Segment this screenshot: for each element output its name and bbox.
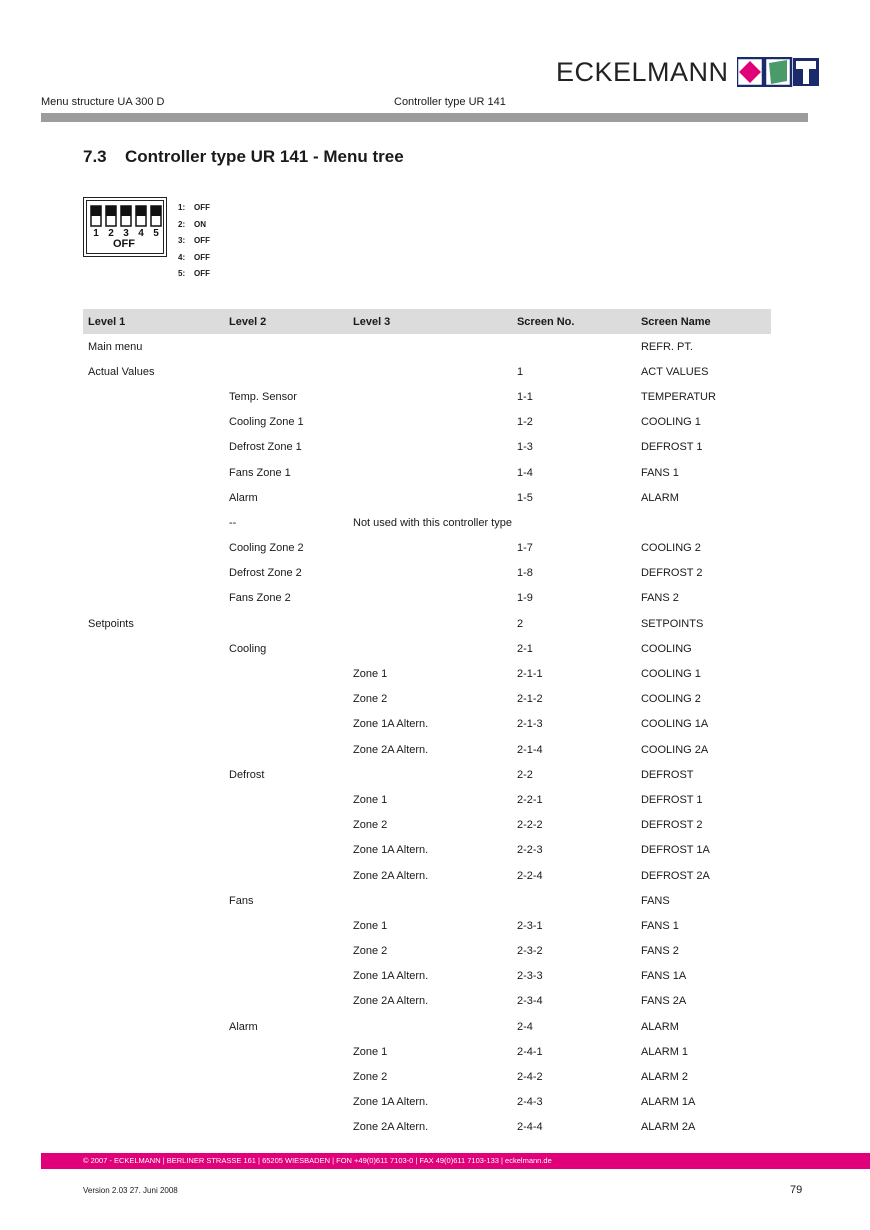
table-row <box>83 636 771 661</box>
cell-level-2 <box>224 838 348 863</box>
cell-level-2: Temp. Sensor <box>229 390 297 403</box>
cell-screen-no: 2-2-1 <box>516 793 543 806</box>
cell-screen-name: DEFROST 1A <box>640 844 710 857</box>
page-title <box>83 147 404 167</box>
cell-level-1 <box>83 636 224 661</box>
table-row <box>83 561 771 586</box>
cell-screen-name: DEFROST <box>640 768 694 781</box>
header-level-3: Level 3 <box>348 309 512 334</box>
table-row <box>83 863 771 888</box>
table-row <box>83 787 771 812</box>
cell-level-2 <box>224 863 348 888</box>
cell-level-3 <box>348 1014 512 1039</box>
document-title: Menu structure UA 300 D <box>41 96 165 108</box>
cell-level-3 <box>348 611 512 636</box>
table-row <box>83 1090 771 1115</box>
cell-screen-name: TEMPERATUR <box>640 390 716 403</box>
cell-screen-no: 1-4 <box>516 466 533 479</box>
cell-screen-no: 2-3-3 <box>516 970 543 983</box>
cell-screen-name: COOLING 1 <box>640 668 701 681</box>
cell-level-2 <box>224 359 348 384</box>
cell-level-1 <box>83 787 224 812</box>
cell-screen-no: 1 <box>516 365 524 378</box>
cell-level-1 <box>83 1115 224 1140</box>
table-row <box>83 737 771 762</box>
table-row <box>83 762 771 787</box>
cell-level-3 <box>348 536 512 561</box>
table-row <box>83 460 771 485</box>
cell-level-2: Cooling <box>229 642 267 655</box>
cell-level-3: Zone 1A Altern. <box>353 1096 429 1109</box>
cell-level-3 <box>348 762 512 787</box>
cell-screen-no: 2 <box>516 617 524 630</box>
cell-level-2 <box>224 813 348 838</box>
table-row <box>83 485 771 510</box>
cell-level-3: Zone 2 <box>353 1071 388 1084</box>
cell-level-3 <box>348 384 512 409</box>
cell-level-2 <box>224 913 348 938</box>
cell-level-3: Zone 2A Altern. <box>353 995 429 1008</box>
cell-level-3 <box>348 435 512 460</box>
cell-screen-name: SETPOINTS <box>640 617 704 630</box>
dip-off-label: OFF <box>113 238 135 250</box>
cell-screen-name: FANS 1A <box>640 970 687 983</box>
cell-level-1 <box>83 1039 224 1064</box>
cell-level-1 <box>83 384 224 409</box>
cell-level-2 <box>224 1115 348 1140</box>
cell-level-3: Zone 2A Altern. <box>353 869 429 882</box>
cell-screen-no: 2-2 <box>516 768 533 781</box>
cell-level-1 <box>83 989 224 1014</box>
cell-level-1 <box>83 1064 224 1089</box>
cell-screen-no: 2-3-4 <box>516 995 543 1008</box>
table-row <box>83 384 771 409</box>
cell-level-1 <box>83 485 224 510</box>
cell-screen-name: FANS 2 <box>640 945 679 958</box>
table-row <box>83 586 771 611</box>
cell-level-1 <box>83 863 224 888</box>
cell-screen-no: 2-4-1 <box>516 1045 543 1058</box>
cell-level-2: Fans <box>229 894 254 907</box>
cell-screen-name: FANS 1 <box>640 466 679 479</box>
cell-screen-no: 2-4-4 <box>516 1121 543 1134</box>
cell-level-1: Setpoints <box>88 617 134 630</box>
cell-screen-no: 2-2-2 <box>516 819 543 832</box>
table-row <box>83 611 771 636</box>
cell-level-2 <box>224 661 348 686</box>
cell-screen-name: ALARM 2A <box>640 1121 696 1134</box>
cell-screen-name: COOLING 2 <box>640 542 701 555</box>
cell-level-1: Main menu <box>88 340 143 353</box>
table-row <box>83 813 771 838</box>
cell-screen-no: 2-1-4 <box>516 743 543 756</box>
cell-level-1 <box>83 888 224 913</box>
cell-level-1 <box>83 762 224 787</box>
cell-level-3: Zone 2 <box>353 693 388 706</box>
dip-legend-item: 1: OFF <box>178 203 210 212</box>
cell-screen-name: DEFROST 1 <box>640 793 703 806</box>
cell-level-3: Zone 1 <box>353 793 388 806</box>
header-screen-no: Screen No. <box>512 309 636 334</box>
cell-level-3 <box>348 888 512 913</box>
table-row <box>83 888 771 913</box>
cell-screen-no: 2-2-4 <box>516 869 543 882</box>
cell-level-3: Zone 1 <box>353 668 388 681</box>
table-row <box>83 712 771 737</box>
dip-number-2: 2 <box>108 228 114 239</box>
cell-screen-name <box>636 510 771 535</box>
section-title: Controller type UR 141 - Menu tree <box>125 147 404 166</box>
cell-level-1 <box>83 661 224 686</box>
cell-screen-no: 2-1-3 <box>516 718 543 731</box>
cell-level-3 <box>348 359 512 384</box>
cell-level-2: Alarm <box>229 1020 258 1033</box>
dip-switch-3 <box>121 206 131 226</box>
cell-screen-name: COOLING 2A <box>640 743 709 756</box>
cell-level-1 <box>83 460 224 485</box>
cell-screen-name: FANS 2A <box>640 995 687 1008</box>
cell-level-2 <box>224 1090 348 1115</box>
cell-screen-name: COOLING 1A <box>640 718 709 731</box>
cell-level-3: Zone 2 <box>353 819 388 832</box>
cell-screen-name: ALARM 1A <box>640 1096 696 1109</box>
cell-level-2: Alarm <box>229 491 258 504</box>
cell-level-1 <box>83 1014 224 1039</box>
cell-screen-no: 1-1 <box>516 390 533 403</box>
cell-screen-name: ACT VALUES <box>640 365 709 378</box>
cell-screen-name: ALARM <box>640 491 679 504</box>
dip-switch-5 <box>151 206 161 226</box>
table-row <box>83 964 771 989</box>
cell-level-3: Zone 1A Altern. <box>353 844 429 857</box>
table-row <box>83 989 771 1014</box>
dip-legend-item: 3: OFF <box>178 236 210 246</box>
table-body <box>83 334 771 1140</box>
cell-level-1 <box>83 536 224 561</box>
cell-level-1 <box>83 712 224 737</box>
table-row <box>83 1014 771 1039</box>
dip-number-5: 5 <box>153 228 159 239</box>
cell-level-1 <box>83 586 224 611</box>
cell-level-1 <box>83 813 224 838</box>
cell-level-2 <box>224 611 348 636</box>
cell-screen-no <box>512 334 636 359</box>
cell-level-2: Defrost <box>229 768 265 781</box>
cell-screen-no: 2-4 <box>516 1020 533 1033</box>
cell-screen-no: 1-9 <box>516 592 533 605</box>
cell-level-3: Zone 2A Altern. <box>353 1121 429 1134</box>
cell-screen-no: 2-3-2 <box>516 945 543 958</box>
table-row <box>83 1039 771 1064</box>
table-row <box>83 913 771 938</box>
table-row <box>83 410 771 435</box>
dip-switch-4 <box>136 206 146 226</box>
dip-switch-1 <box>91 206 101 226</box>
cell-level-3 <box>348 410 512 435</box>
section-label: Controller type UR 141 <box>394 96 506 108</box>
cell-screen-no: 2-1-1 <box>516 668 543 681</box>
cell-screen-name: COOLING 2 <box>640 693 701 706</box>
menu-tree-table <box>83 309 771 1140</box>
header-screen-name: Screen Name <box>636 309 771 334</box>
page-number: 79 <box>790 1184 803 1196</box>
cell-screen-name: ALARM <box>640 1020 679 1033</box>
cell-screen-name: FANS 1 <box>640 919 679 932</box>
footer-bar: © 2007 - ECKELMANN | BERLINER STRASSE 161 | 65205 WIESBADEN | FON +49(0)611 7103-0 | FAX 49(0)611 7103-133 | eckelmann.de <box>41 1153 870 1169</box>
cell-screen-no: 2-4-3 <box>516 1096 543 1109</box>
cell-screen-no <box>512 888 636 913</box>
table-row <box>83 334 771 359</box>
cell-level-2: Defrost Zone 2 <box>229 567 302 580</box>
cell-level-1 <box>83 1090 224 1115</box>
cell-level-1 <box>83 687 224 712</box>
logo-mark-icon <box>737 57 819 87</box>
cell-level-3 <box>348 586 512 611</box>
cell-level-2 <box>224 1039 348 1064</box>
cell-level-1 <box>83 913 224 938</box>
table-row <box>83 536 771 561</box>
cell-level-3: Zone 2 <box>353 945 388 958</box>
cell-screen-no <box>512 510 636 535</box>
cell-screen-name: DEFROST 1 <box>640 441 703 454</box>
dip-number-4: 4 <box>138 228 144 239</box>
table-row <box>83 359 771 384</box>
cell-screen-no: 2-2-3 <box>516 844 543 857</box>
cell-screen-no: 2-1-2 <box>516 693 543 706</box>
table-row <box>83 939 771 964</box>
cell-level-2 <box>224 1064 348 1089</box>
dip-number-3: 3 <box>123 228 129 239</box>
cell-level-2: Fans Zone 2 <box>229 592 291 605</box>
version-label: Version 2.03 27. Juni 2008 <box>83 1186 178 1195</box>
header-level-2: Level 2 <box>224 309 348 334</box>
cell-screen-no: 1-8 <box>516 567 533 580</box>
cell-level-1: Actual Values <box>88 365 155 378</box>
cell-level-2: Fans Zone 1 <box>229 466 291 479</box>
dip-legend-item: 5: OFF <box>178 269 210 279</box>
cell-level-3 <box>348 561 512 586</box>
cell-level-2 <box>224 787 348 812</box>
cell-level-2 <box>224 939 348 964</box>
cell-level-3: Zone 1A Altern. <box>353 970 429 983</box>
header-level-1: Level 1 <box>83 309 224 334</box>
cell-level-2 <box>224 964 348 989</box>
section-number: 7.3 <box>83 147 107 166</box>
cell-screen-name: FANS 2 <box>640 592 679 605</box>
dip-switch-diagram <box>83 197 167 257</box>
cell-screen-name: COOLING 1 <box>640 416 701 429</box>
dip-switch-2 <box>106 206 116 226</box>
cell-level-2 <box>224 334 348 359</box>
dip-legend-item: 4: OFF <box>178 252 210 262</box>
cell-level-1 <box>83 964 224 989</box>
dip-number-1: 1 <box>93 228 99 239</box>
cell-screen-name: REFR. PT. <box>640 340 693 353</box>
cell-level-3: Zone 1A Altern. <box>353 718 429 731</box>
cell-screen-name: DEFROST 2 <box>640 819 703 832</box>
cell-screen-no: 1-7 <box>516 542 533 555</box>
table-row <box>83 435 771 460</box>
cell-level-3: Zone 1 <box>353 1045 388 1058</box>
cell-level-1 <box>83 435 224 460</box>
header-divider <box>41 113 808 122</box>
cell-level-2 <box>224 712 348 737</box>
cell-level-3 <box>348 485 512 510</box>
cell-level-2: Cooling Zone 2 <box>229 542 304 555</box>
table-row <box>83 838 771 863</box>
cell-screen-name: DEFROST 2 <box>640 567 703 580</box>
dip-legend <box>178 200 210 283</box>
dip-legend-item: 2: ON <box>178 219 206 229</box>
cell-screen-name: DEFROST 2A <box>640 869 710 882</box>
cell-screen-no: 1-5 <box>516 491 533 504</box>
cell-level-2 <box>224 989 348 1014</box>
cell-screen-name: ALARM 2 <box>640 1071 689 1084</box>
table-row <box>83 687 771 712</box>
eckelmann-logo <box>556 55 819 89</box>
cell-level-2 <box>224 687 348 712</box>
cell-level-2 <box>224 737 348 762</box>
cell-level-2: Defrost Zone 1 <box>229 441 302 454</box>
cell-level-1 <box>83 510 224 535</box>
cell-level-1 <box>83 737 224 762</box>
table-header-row <box>83 309 771 334</box>
cell-screen-no: 2-4-2 <box>516 1071 543 1084</box>
cell-screen-name: FANS <box>640 894 670 907</box>
cell-level-3 <box>348 636 512 661</box>
cell-screen-no: 1-3 <box>516 441 533 454</box>
cell-level-3: Zone 2A Altern. <box>353 743 429 756</box>
cell-screen-no: 2-1 <box>516 642 533 655</box>
cell-level-2: -- <box>229 516 237 529</box>
table-row <box>83 1064 771 1089</box>
cell-level-3: Not used with this controller type <box>353 516 512 529</box>
cell-screen-name: ALARM 1 <box>640 1045 689 1058</box>
cell-level-1 <box>83 410 224 435</box>
cell-screen-no: 2-3-1 <box>516 919 543 932</box>
cell-level-1 <box>83 939 224 964</box>
cell-level-3: Zone 1 <box>353 919 388 932</box>
cell-level-3 <box>348 460 512 485</box>
cell-screen-no: 1-2 <box>516 416 533 429</box>
cell-level-1 <box>83 561 224 586</box>
logo-text: ECKELMANN <box>556 56 729 87</box>
table-row <box>83 510 771 535</box>
cell-level-2: Cooling Zone 1 <box>229 416 304 429</box>
table-row <box>83 661 771 686</box>
cell-level-3 <box>348 334 512 359</box>
table-row <box>83 1115 771 1140</box>
cell-level-1 <box>83 838 224 863</box>
cell-screen-name: COOLING <box>640 642 692 655</box>
